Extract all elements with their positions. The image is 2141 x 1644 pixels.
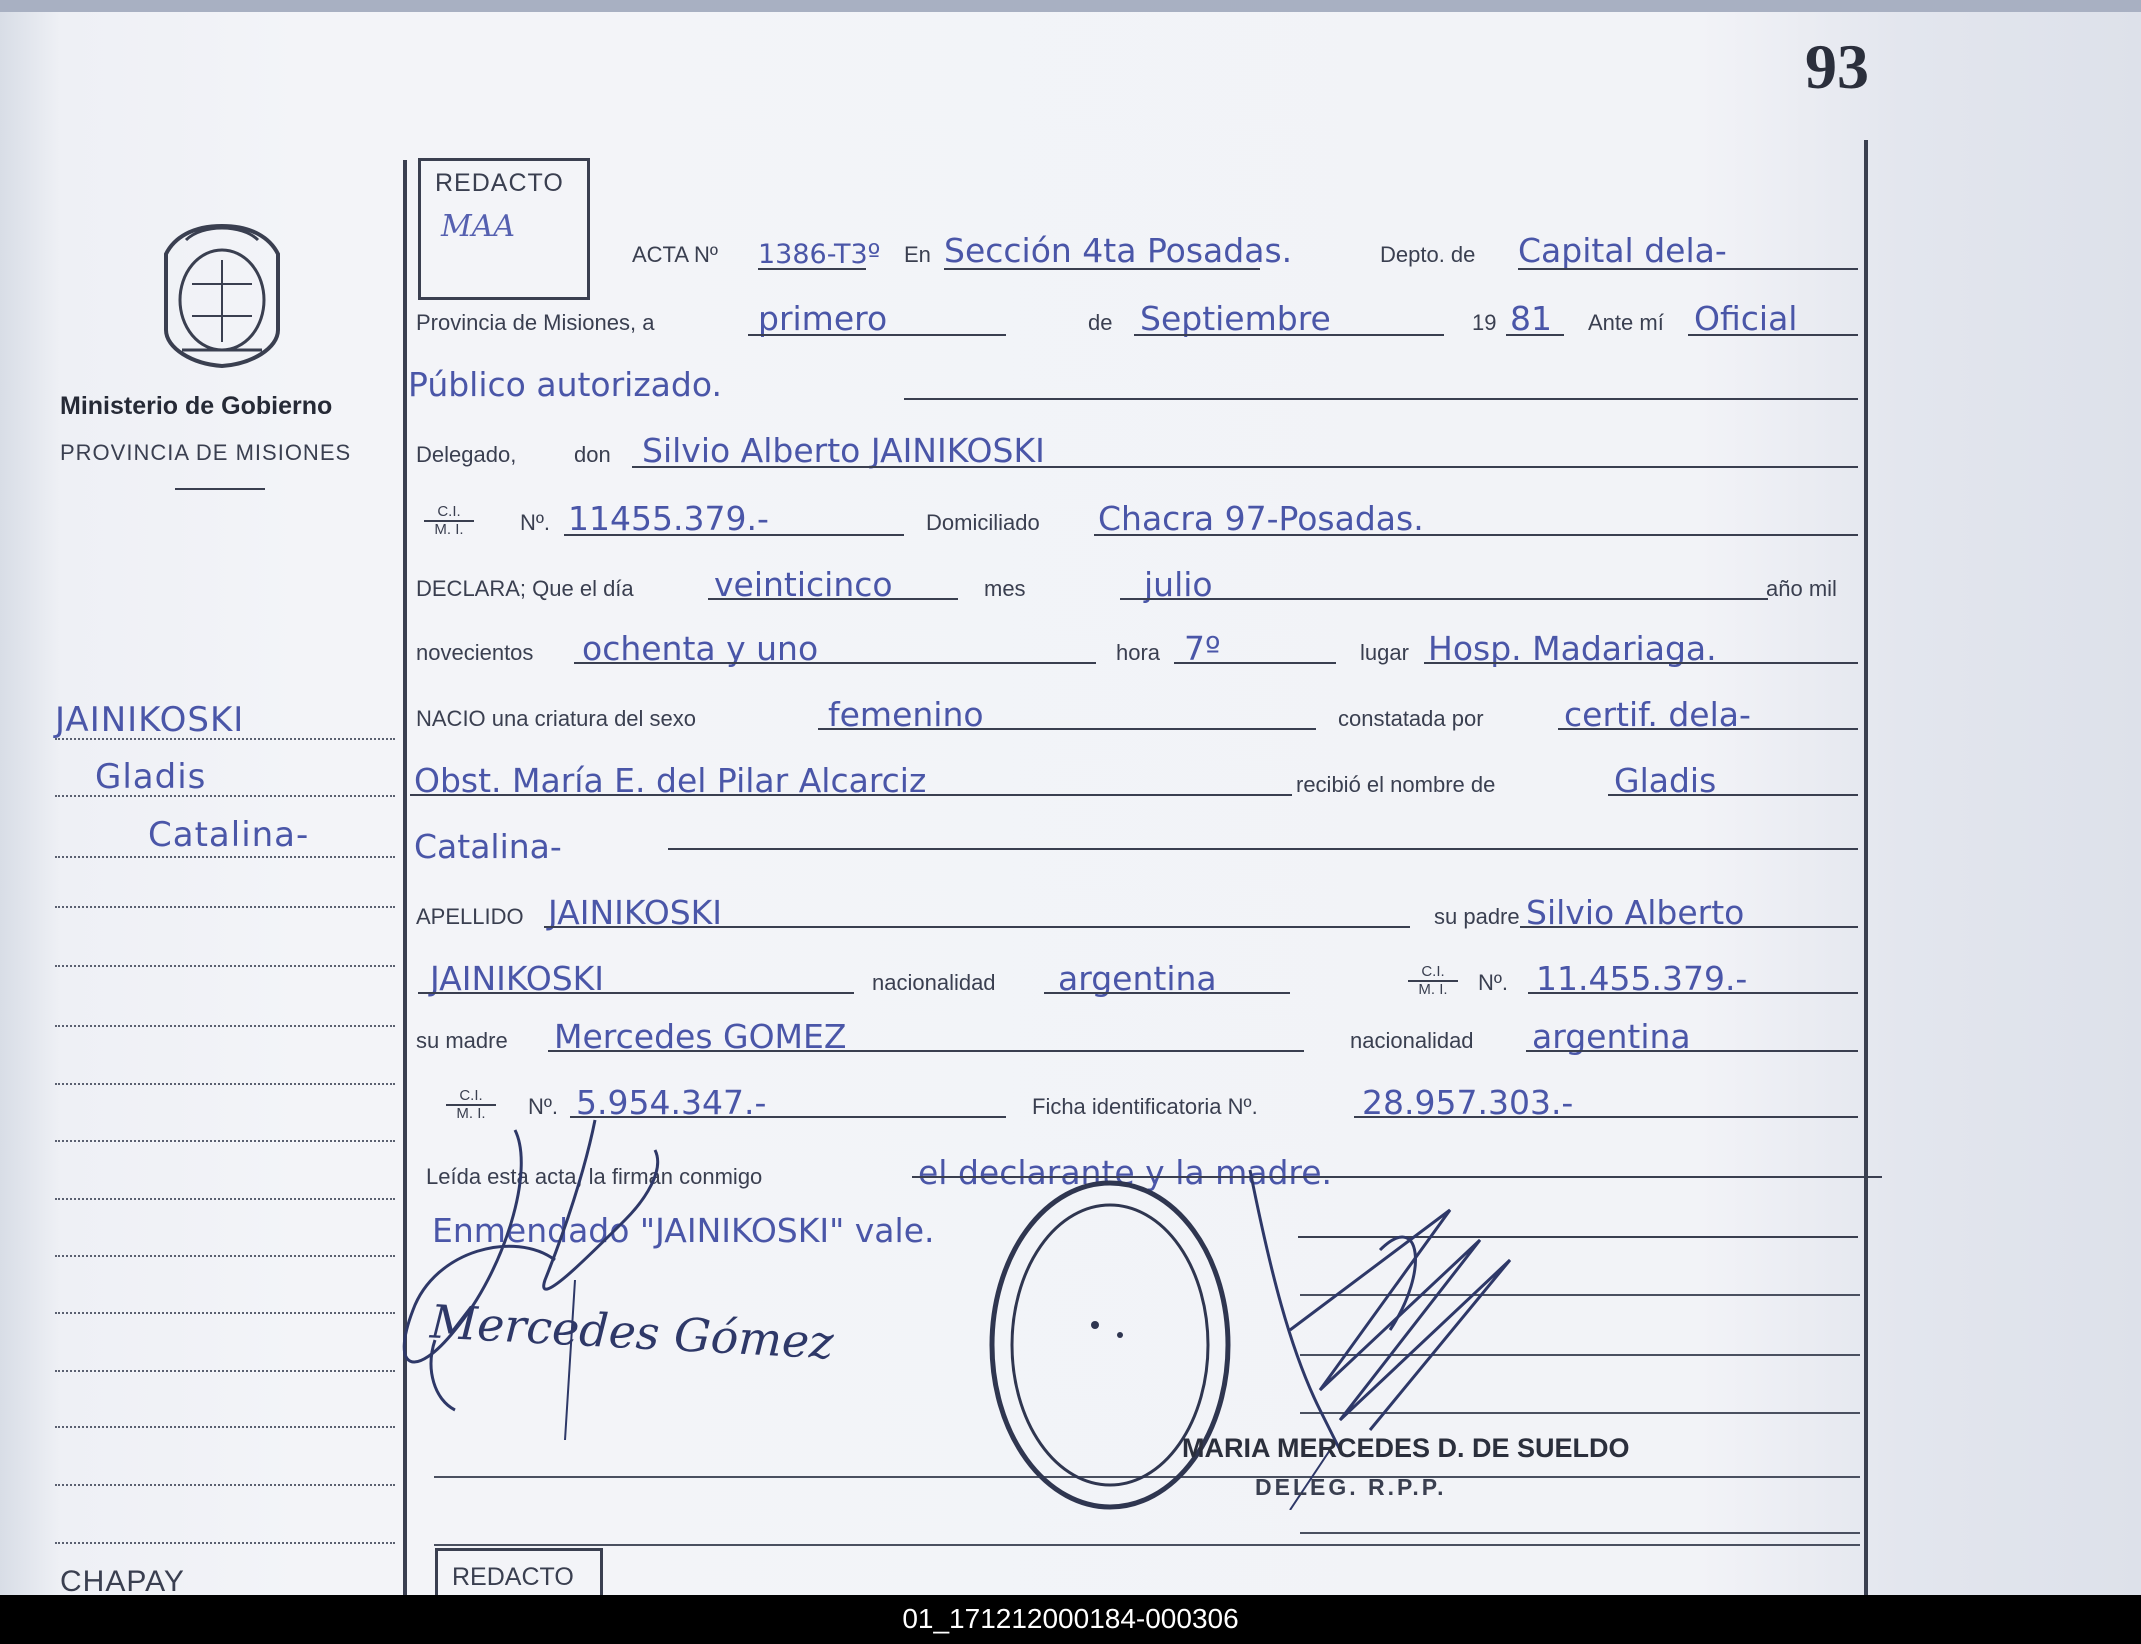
redacto-box-next: [435, 1548, 603, 1595]
recibio-label: recibió el nombre de: [1296, 772, 1496, 797]
form-line-nacio: [418, 692, 1858, 736]
madre-nacionalidad-label: nacionalidad: [1350, 1028, 1474, 1053]
madre-nacionalidad-value: argentina: [1532, 1017, 1691, 1056]
mother-signature-text: Mercedes Gómez: [428, 1294, 835, 1370]
enmendado-note: Enmendado "JAINIKOSKI" vale.: [432, 1211, 935, 1250]
padre-doc-type: C.I. M. I.: [1408, 964, 1458, 998]
year-prefix: 19: [1472, 310, 1497, 335]
depto-value: Capital dela-: [1518, 231, 1727, 270]
form-frame-right: [1864, 140, 1868, 1595]
domicilio-value: Chacra 97-Posadas.: [1098, 499, 1424, 538]
form-line-novecientos: [418, 626, 1858, 670]
declarant-signature: [395, 1110, 915, 1440]
redacto-initials: MAA: [441, 209, 516, 244]
constatada-label: constatada por: [1338, 706, 1484, 731]
padre-nacionalidad-value: argentina: [1058, 959, 1217, 998]
mes-label: mes: [984, 576, 1026, 601]
seccion-value: Sección 4ta Posadas.: [944, 231, 1293, 270]
form-line-madre: [418, 1014, 1858, 1058]
acta-number: 1386-T3º: [758, 239, 881, 270]
madre-doc-no-label: Nº.: [528, 1094, 559, 1119]
doc-type-ci-mi: C.I. M. I.: [424, 504, 474, 538]
leida-label: Leída esta acta, la firman conmigo: [426, 1164, 763, 1189]
top-edge: [0, 0, 2141, 12]
sexo-value: femenino: [828, 695, 984, 734]
madre-label: su madre: [416, 1028, 508, 1053]
domicilio-label: Domiciliado: [926, 510, 1040, 535]
form-line-obstetra: [414, 758, 1858, 802]
ministry-name: Ministerio de Gobierno: [60, 392, 333, 420]
image-id-label: 01_171212000184-000306: [902, 1603, 1239, 1634]
province-name: PROVINCIA DE MISIONES: [60, 440, 352, 465]
form-line-delegado: [418, 428, 1858, 472]
form-line-apellido: [418, 890, 1858, 934]
en-label: En: [904, 242, 931, 267]
form-line-domicilio: [418, 496, 1858, 540]
de-label: de: [1088, 310, 1113, 335]
birth-month-value: julio: [1144, 565, 1213, 604]
madre-doc-number: 5.954.347.-: [576, 1083, 767, 1122]
given-name-continuation: Catalina-: [414, 827, 562, 866]
nacio-label: NACIO una criatura del sexo: [416, 706, 697, 731]
lugar-value: Hosp. Madariaga.: [1428, 629, 1717, 668]
form-line-declara: [418, 562, 1858, 606]
margin-second-name: Catalina-: [148, 815, 310, 855]
form-line-acta: [418, 228, 1858, 272]
delegado-doc-number: 11455.379.-: [568, 499, 769, 538]
lugar-label: lugar: [1360, 640, 1409, 665]
hora-label: hora: [1116, 640, 1161, 665]
redacto-label: REDACTO: [435, 169, 564, 197]
birth-day-value: veinticinco: [714, 565, 893, 604]
padre-nacionalidad-label: nacionalidad: [872, 970, 996, 995]
don-label: don: [574, 442, 611, 467]
registry-seal-stamp: [985, 1175, 1235, 1515]
acta-label: ACTA Nº: [632, 242, 718, 267]
header-divider: [175, 488, 265, 490]
form-line-padre-nac: [418, 956, 1858, 1000]
ficha-label: Ficha identificatoria Nº.: [1032, 1094, 1258, 1119]
year-suffix: 81: [1510, 299, 1552, 338]
given-name-value: Gladis: [1614, 761, 1717, 800]
novecientos-label: novecientos: [416, 640, 534, 665]
apellido-label: APELLIDO: [416, 904, 524, 929]
form-line-oficial: [408, 362, 1858, 406]
padre-doc-no-label: Nº.: [1478, 970, 1509, 995]
padre-name: Silvio Alberto: [1526, 893, 1745, 932]
padre-surname: JAINIKOSKI: [430, 959, 605, 998]
obstetra-name: Obst. María E. del Pilar Alcarciz: [414, 761, 927, 800]
depto-label: Depto. de: [1380, 242, 1476, 267]
delegado-name: Silvio Alberto JAINIKOSKI: [642, 431, 1045, 470]
redacto-label-next: REDACTO: [452, 1563, 574, 1591]
provincia-label: Provincia de Misiones, a: [416, 310, 655, 335]
ante-value: Oficial: [1694, 299, 1798, 338]
margin-surname: JAINIKOSKI: [55, 700, 245, 740]
constatada-value: certif. dela-: [1564, 695, 1751, 734]
firmantes-value: el declarante y la madre.: [918, 1153, 1333, 1192]
month-value: Septiembre: [1140, 299, 1331, 338]
padre-label: su padre: [1434, 904, 1520, 929]
doc-no-label: Nº.: [520, 510, 551, 535]
ano-mil-label: año mil: [1766, 576, 1837, 601]
page-number: 93: [1805, 31, 1869, 102]
oficial-continuation: Público autorizado.: [408, 365, 722, 404]
official-title: DELEG. R.P.P.: [1255, 1474, 1447, 1500]
hora-value: 7º: [1184, 629, 1221, 668]
birth-year-value: ochenta y uno: [582, 629, 819, 668]
province-crest-icon: [152, 220, 292, 370]
image-id-bar: [0, 1595, 2141, 1644]
delegado-label: Delegado,: [416, 442, 517, 467]
declara-label: DECLARA; Que el día: [416, 576, 634, 601]
form-line-date: [418, 296, 1858, 340]
form-line-nombre-cont: [414, 824, 1858, 868]
madre-name: Mercedes GOMEZ: [554, 1017, 847, 1056]
madre-doc-type: C.I. M. I.: [446, 1088, 496, 1122]
apellido-value: JAINIKOSKI: [548, 893, 723, 932]
margin-bottom-fragment: CHAPAY: [60, 1565, 185, 1595]
ante-label: Ante mí: [1588, 310, 1664, 335]
day-value: primero: [758, 299, 888, 338]
margin-first-name: Gladis: [95, 757, 207, 797]
ficha-number: 28.957.303.-: [1362, 1083, 1574, 1122]
padre-doc-number: 11.455.379.-: [1536, 959, 1748, 998]
official-name: MARIA MERCEDES D. DE SUELDO: [1182, 1433, 1630, 1463]
